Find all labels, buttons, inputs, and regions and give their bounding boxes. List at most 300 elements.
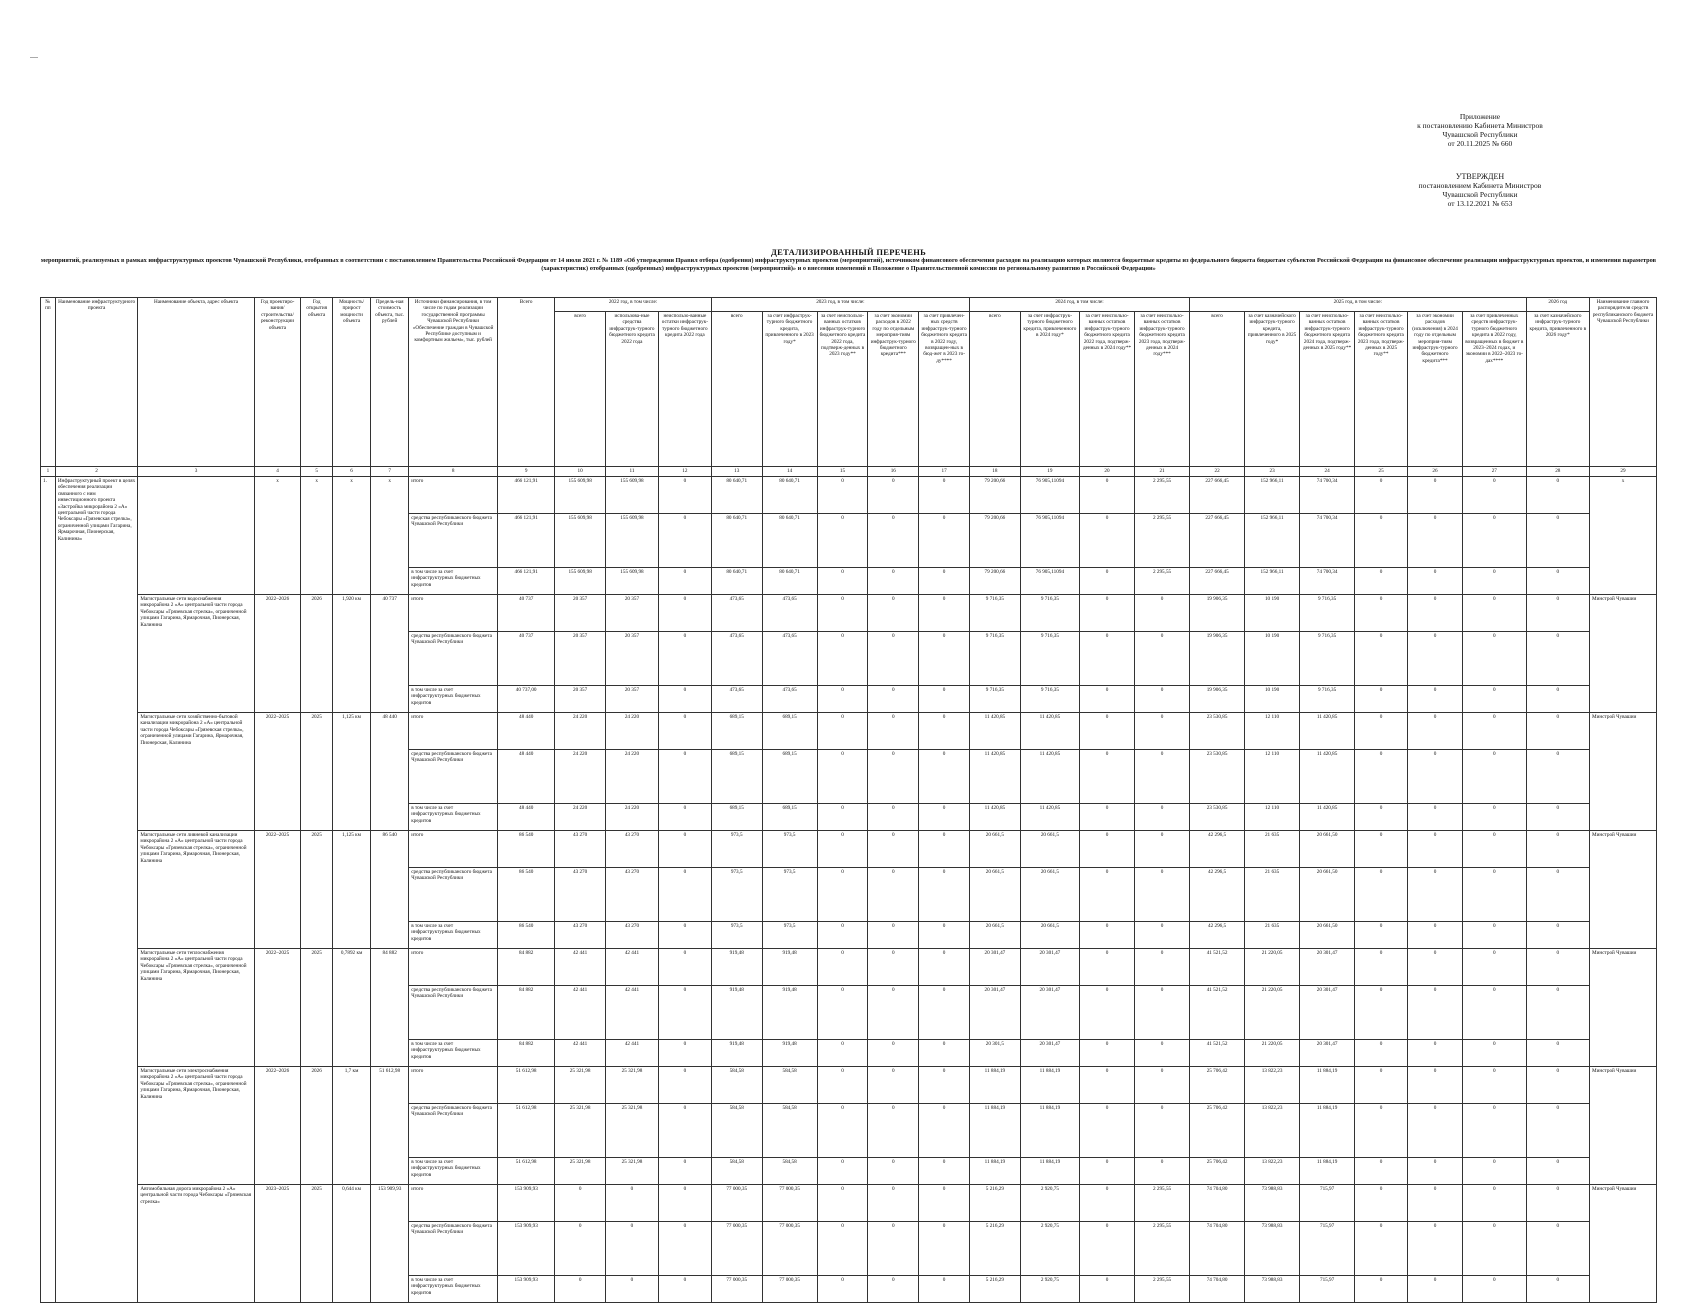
value-cell: 77 000,35 [711,1276,762,1303]
value-cell: 0 [817,514,868,568]
value-cell: 473,65 [711,632,762,686]
value-cell: 24 220 [606,713,659,750]
value-cell: 0 [919,477,970,514]
object-capacity: 1,125 км [333,713,371,831]
value-cell: 0 [1135,1067,1190,1104]
value-cell: 0 [1080,868,1135,922]
value-cell: 0 [868,831,919,868]
value-cell: 0 [919,949,970,986]
value-cell: 20 301,47 [969,949,1020,986]
value-cell: 584,58 [762,1104,817,1158]
value-cell: 466 121,91 [498,477,555,514]
value-cell: 42 296,5 [1190,831,1245,868]
value-cell: 2 295,55 [1135,1185,1190,1222]
ministry-name: Минстрой Чувашии [1590,713,1657,831]
value-cell: 80 640,71 [762,477,817,514]
value-cell: 19 906,35 [1190,595,1245,632]
value-cell: 0 [1463,831,1527,868]
value-cell: 473,65 [762,686,817,713]
value-cell: 0 [1463,1067,1527,1104]
value-cell: 84 882 [498,1040,555,1067]
value-cell: 0 [868,949,919,986]
object-name: Магистральные сети электроснабжения микрорайона 2 «А» центральной части города Чебоксары «Грязевская стрелка», ограниченной улицами Гагарина, Ярмарочная, Пионерская, Калинина [138,1067,254,1185]
value-cell: 42 441 [606,986,659,1040]
value-cell: 0 [1463,922,1527,949]
value-cell: 0 [919,686,970,713]
value-cell: 2 295,55 [1135,514,1190,568]
value-cell: 41 521,52 [1190,949,1245,986]
funding-source: итого [409,713,498,750]
value-cell: 11 884,19 [969,1158,1020,1185]
value-cell: 24 220 [555,804,606,831]
document-subtitle: мероприятий, реализуемых в рамках инфраструктурных проектов Чувашской Республики, отобранных в соответствии с постановлением Правительства Российской Федерации от 14 июля 2021 г. № 1189 «Об утверждении Правил отбора (одобрения) инфраструктурных проектов (мероприятий), источником финансового обеспечения расходов на реализацию которых являются бюджетные кредиты из федерального бюджета бюджетам субъектов Российской Федерации на финансовое обеспечение реализации инфраструктурных проектов, и изменения параметров (характеристик) отобранных (одобренных) инфраструктурных проектов (мероприятий)» и о внесении изменений в Положение о Правительственной комиссии по региональному развитию в Российской Федерации» [40,257,1657,272]
value-cell: 0 [919,595,970,632]
year-group-header: 2026 год [1526,298,1589,312]
funding-source: итого [409,477,498,514]
value-cell: 9 716,35 [969,595,1020,632]
funding-source: в том числе за счет инфраструктурных бюджетных кредитов [409,1040,498,1067]
value-cell: 0 [817,750,868,804]
value-cell: 0 [919,750,970,804]
value-cell: 25 706,42 [1190,1067,1245,1104]
value-cell: 11 884,19 [969,1067,1020,1104]
value-cell: 0 [658,568,711,595]
col-number: 27 [1463,467,1527,477]
funding-source: итого [409,595,498,632]
object-open-year: 2025 [301,949,333,1067]
value-cell: 41 521,52 [1190,1040,1245,1067]
value-cell: 0 [868,1185,919,1222]
value-cell: 12 110 [1245,804,1300,831]
value-cell: 25 706,42 [1190,1104,1245,1158]
value-cell: 0 [658,949,711,986]
value-cell: 0 [1526,568,1589,595]
object-open-year: 2026 [301,595,333,713]
value-cell: 43 270 [606,868,659,922]
value-cell: 0 [919,1158,970,1185]
year-group-header: 2023 год, в том числе: [711,298,969,312]
value-cell: 21 635 [1245,868,1300,922]
value-cell: 9 716,35 [1300,595,1355,632]
value-cell: 0 [817,804,868,831]
value-cell: 0 [868,1276,919,1303]
value-cell: 41 521,52 [1190,986,1245,1040]
value-cell: 21 220,05 [1245,986,1300,1040]
value-cell: 20 301,47 [1020,949,1079,986]
value-cell: 0 [1135,1040,1190,1067]
value-cell: 20 301,47 [1300,986,1355,1040]
value-cell: 5 216,29 [969,1185,1020,1222]
value-cell: 0 [658,1222,711,1276]
value-cell: 0 [919,568,970,595]
value-cell: 80 640,71 [762,568,817,595]
table-row [41,949,1657,986]
value-cell: 0 [919,1222,970,1276]
value-cell: 0 [1355,804,1408,831]
value-cell: 11 420,85 [1020,713,1079,750]
value-cell: 0 [868,514,919,568]
value-cell: 0 [1080,514,1135,568]
value-cell: 20 301,5 [969,1040,1020,1067]
value-cell: 0 [919,986,970,1040]
value-cell: 0 [1463,804,1527,831]
value-cell: 0 [1526,868,1589,922]
value-cell: 973,5 [711,868,762,922]
value-cell: 0 [1080,1276,1135,1303]
value-cell: 0 [1355,1104,1408,1158]
value-cell: 0 [817,949,868,986]
value-cell: 0 [1135,1104,1190,1158]
value-cell: 9 716,35 [1020,595,1079,632]
sub-header: за счет казначейского инфраструк-турного кредита, привлеченного в 2026 году* [1526,312,1589,467]
value-cell: 0 [868,686,919,713]
value-cell: 20 301,47 [969,986,1020,1040]
value-cell: 584,58 [711,1067,762,1104]
value-cell: 0 [1526,713,1589,750]
value-cell: 473,65 [711,686,762,713]
value-cell: 0 [658,595,711,632]
value-cell: 74 700,34 [1300,568,1355,595]
table-row [41,595,1657,632]
value-cell: 0 [1526,922,1589,949]
value-cell: 20 661,5 [969,831,1020,868]
object-open-year: x [301,477,333,595]
value-cell: 0 [658,868,711,922]
col-number: 12 [658,467,711,477]
value-cell: 466 121,91 [498,568,555,595]
value-cell: 0 [1355,831,1408,868]
value-cell: 79 200,66 [969,514,1020,568]
value-cell: 74 704,80 [1190,1222,1245,1276]
value-cell: 0 [658,804,711,831]
value-cell: 227 666,45 [1190,477,1245,514]
value-cell: 0 [1080,1104,1135,1158]
value-cell: 715,97 [1300,1276,1355,1303]
value-cell: 51 612,98 [498,1158,555,1185]
value-cell: 76 905,11094 [1020,568,1079,595]
value-cell: 715,97 [1300,1185,1355,1222]
funding-source: в том числе за счет инфраструктурных бюджетных кредитов [409,922,498,949]
value-cell: 0 [817,477,868,514]
col-number: 10 [555,467,606,477]
funding-source: в том числе за счет инфраструктурных бюджетных кредитов [409,804,498,831]
value-cell: 0 [919,831,970,868]
col-number: 28 [1526,467,1589,477]
value-cell: 0 [1408,1276,1463,1303]
year-group-header: 2025 год, в том числе: [1190,298,1527,312]
value-cell: 0 [1135,595,1190,632]
value-cell: 43 270 [606,922,659,949]
funding-source: в том числе за счет инфраструктурных бюджетных кредитов [409,568,498,595]
sub-header: всего [711,312,762,467]
value-cell: 0 [1135,831,1190,868]
value-cell: 0 [868,1158,919,1185]
value-cell: 25 321,98 [606,1067,659,1104]
value-cell: 0 [919,1040,970,1067]
value-cell: 12 110 [1245,750,1300,804]
col-number: 4 [254,467,301,477]
value-cell: 0 [1355,632,1408,686]
value-cell: 0 [919,1067,970,1104]
value-cell: 0 [555,1276,606,1303]
value-cell: 9 716,35 [1300,632,1355,686]
value-cell: 0 [868,568,919,595]
value-cell: 0 [658,1067,711,1104]
value-cell: 584,58 [762,1158,817,1185]
value-cell: 152 966,11 [1245,568,1300,595]
value-cell: 0 [868,1067,919,1104]
value-cell: 0 [1463,1104,1527,1158]
object-years: 2022–2025 [254,949,301,1067]
value-cell: 79 200,66 [969,568,1020,595]
value-cell: 42 441 [606,1040,659,1067]
value-cell: 12 110 [1245,713,1300,750]
col-number: 17 [919,467,970,477]
value-cell: 0 [1080,949,1135,986]
ministry-name: Минстрой Чувашии [1590,831,1657,949]
sub-header: за счет неиспользо-ванных остатков инфраструк-турного бюджетного кредита 2022 года, подтверж-денных в 2023 году** [817,312,868,467]
value-cell: 13 822,23 [1245,1158,1300,1185]
value-cell: 0 [1526,750,1589,804]
value-cell: 0 [1135,1158,1190,1185]
value-cell: 24 220 [606,804,659,831]
value-cell: 152 966,11 [1245,477,1300,514]
value-cell: 155 609,98 [555,514,606,568]
funding-source: средства республиканского бюджета Чувашской Республики [409,1104,498,1158]
object-name [138,477,254,595]
col-number: 16 [868,467,919,477]
object-capacity: 0,644 км [333,1185,371,1303]
value-cell: 40 737,00 [498,686,555,713]
col-number: 20 [1080,467,1135,477]
value-cell: 0 [1135,868,1190,922]
value-cell: 0 [1080,477,1135,514]
value-cell: 25 321,98 [606,1104,659,1158]
col-number: 11 [606,467,659,477]
value-cell: 19 906,35 [1190,686,1245,713]
value-cell: 79 200,66 [969,477,1020,514]
value-cell: 0 [868,750,919,804]
funding-source: итого [409,831,498,868]
sub-header: за счет неиспользо-ванных остатков инфраструк-турного бюджетного кредита 2024 года, подтверж-денных в 2025 году** [1300,312,1355,467]
table-row [41,477,1657,514]
value-cell: 0 [658,686,711,713]
object-cost: 40 737 [371,595,409,713]
value-cell: 42 441 [555,986,606,1040]
value-cell: 2 295,55 [1135,1222,1190,1276]
value-cell: 0 [658,1158,711,1185]
value-cell: 0 [1135,713,1190,750]
col-header: Наименование объекта, адрес объекта [138,298,254,467]
value-cell: 0 [1526,632,1589,686]
value-cell: 0 [658,831,711,868]
value-cell: 973,5 [762,922,817,949]
object-capacity: 1,7 км [333,1067,371,1185]
value-cell: 0 [1408,632,1463,686]
value-cell: 0 [1463,686,1527,713]
value-cell: 11 884,19 [1020,1158,1079,1185]
value-cell: 0 [555,1185,606,1222]
value-cell: 20 357 [606,632,659,686]
value-cell: 0 [658,750,711,804]
value-cell: 0 [1463,632,1527,686]
sub-header: за счет неиспользо-ванных остатков инфраструк-турного бюджетного кредита 2023 года, подтверж-денных в 2025 году** [1355,312,1408,467]
value-cell: 9 716,35 [1020,632,1079,686]
object-open-year: 2026 [301,1067,333,1185]
value-cell: 227 666,45 [1190,514,1245,568]
value-cell: 473,65 [711,595,762,632]
value-cell: 227 666,45 [1190,568,1245,595]
value-cell: 0 [1355,568,1408,595]
sub-header: за счет инфраструк-турного бюджетного кредита, привлеченного в 2023 году* [762,312,817,467]
value-cell: 0 [1526,1040,1589,1067]
value-cell: 0 [658,1104,711,1158]
value-cell: 20 301,47 [1300,949,1355,986]
value-cell: 21 635 [1245,922,1300,949]
value-cell: 584,58 [711,1158,762,1185]
col-header: Предель-ная стоимость объекта, тыс. рублей [371,298,409,467]
value-cell: 0 [658,1040,711,1067]
value-cell: 0 [1463,1222,1527,1276]
value-cell: 0 [817,568,868,595]
value-cell: 43 270 [555,868,606,922]
value-cell: 0 [658,1185,711,1222]
value-cell: 0 [1526,831,1589,868]
value-cell: 0 [817,922,868,949]
value-cell: 21 220,05 [1245,949,1300,986]
value-cell: 0 [817,686,868,713]
col-header: Источники финансирования, в том числе по годам реализации государственной программы Чувашской Республики «Обеспечение граждан в Чувашской Республике доступным и комфортным жильем», тыс. рублей [409,298,498,467]
value-cell: 0 [868,595,919,632]
value-cell: 9 716,35 [969,632,1020,686]
value-cell: 0 [1408,477,1463,514]
value-cell: 0 [1355,1040,1408,1067]
value-cell: 0 [1135,949,1190,986]
appendix-note [1300,112,1660,148]
value-cell: 86 540 [498,922,555,949]
sub-header: всего [969,312,1020,467]
value-cell: 20 661,50 [1300,831,1355,868]
value-cell: 80 640,71 [711,568,762,595]
value-cell: 24 220 [555,713,606,750]
object-cost: 86 540 [371,831,409,949]
value-cell: 20 661,5 [1020,831,1079,868]
value-cell: 0 [868,713,919,750]
value-cell: 20 357 [606,595,659,632]
value-cell: 77 000,35 [762,1222,817,1276]
value-cell: 0 [1355,477,1408,514]
value-cell: 0 [1135,804,1190,831]
value-cell: 0 [1526,1067,1589,1104]
value-cell: 689,15 [762,750,817,804]
value-cell: 11 884,19 [969,1104,1020,1158]
value-cell: 86 540 [498,831,555,868]
value-cell: 0 [1080,831,1135,868]
value-cell: 0 [817,1158,868,1185]
value-cell: 11 420,85 [1300,750,1355,804]
value-cell: 0 [817,1040,868,1067]
value-cell: 74 704,80 [1190,1276,1245,1303]
value-cell: 25 706,42 [1190,1158,1245,1185]
value-cell: 0 [1463,1158,1527,1185]
object-open-year: 2025 [301,831,333,949]
value-cell: 0 [1080,750,1135,804]
value-cell: 13 822,23 [1245,1104,1300,1158]
col-number: 8 [409,467,498,477]
col-number: 9 [498,467,555,477]
value-cell: 0 [817,595,868,632]
value-cell: 0 [1080,632,1135,686]
value-cell: 74 700,34 [1300,477,1355,514]
funding-source: в том числе за счет инфраструктурных бюджетных кредитов [409,1158,498,1185]
col-number: 23 [1245,467,1300,477]
value-cell: 21 220,05 [1245,1040,1300,1067]
value-cell: 689,15 [762,804,817,831]
col-header: Наименование главного распорядителя средств республиканского бюджета Чувашской Республики [1590,298,1657,467]
value-cell: 0 [1408,949,1463,986]
value-cell: 74 700,34 [1300,514,1355,568]
value-cell: 919,48 [762,1040,817,1067]
object-name: Магистральные сети водоснабжения микрорайона 2 «А» центральной части города Чебоксары «Грязевская стрелка», ограниченной улицами Гагарина, Ярмарочная, Пионерская, Калинина [138,595,254,713]
value-cell: 0 [1408,1040,1463,1067]
table-row [41,831,1657,868]
value-cell: 0 [1526,686,1589,713]
value-cell: 919,48 [711,949,762,986]
value-cell: 155 609,98 [606,568,659,595]
value-cell: 43 270 [555,922,606,949]
value-cell: 11 884,19 [1300,1104,1355,1158]
value-cell: 0 [919,922,970,949]
col-number: 18 [969,467,1020,477]
value-cell: 0 [1463,750,1527,804]
appendix-line: Приложение [1459,112,1501,121]
object-years: 2022–2025 [254,831,301,949]
value-cell: 0 [1526,986,1589,1040]
col-header: Год проектиро-вания/ строительства/ реконструкции объекта [254,298,301,467]
col-number: 29 [1590,467,1657,477]
value-cell: 77 000,35 [711,1222,762,1276]
value-cell: 0 [868,804,919,831]
value-cell: 584,58 [762,1067,817,1104]
value-cell: 0 [658,514,711,568]
value-cell: 20 661,50 [1300,868,1355,922]
value-cell: 48 440 [498,804,555,831]
value-cell: 0 [1355,986,1408,1040]
value-cell: 0 [1355,1185,1408,1222]
value-cell: 0 [1408,713,1463,750]
value-cell: 23 530,85 [1190,750,1245,804]
value-cell: 20 661,5 [969,868,1020,922]
value-cell: 0 [817,1185,868,1222]
value-cell: 0 [1463,949,1527,986]
sub-header: за счет привлечен-ных средств инфраструк-турного бюджетного кредита в 2022 году, возвращен-ных в бюд-жет в 2023 го-ду**** [919,312,970,467]
object-years: 2023–2025 [254,1185,301,1303]
year-group-header: 2024 год, в том числе: [969,298,1189,312]
value-cell: 5 216,29 [969,1222,1020,1276]
value-cell: 0 [1355,713,1408,750]
value-cell: 20 357 [555,686,606,713]
value-cell: 20 301,47 [1020,1040,1079,1067]
value-cell: 23 530,85 [1190,804,1245,831]
value-cell: 0 [1080,1040,1135,1067]
value-cell: 11 420,85 [969,804,1020,831]
value-cell: 0 [817,986,868,1040]
value-cell: 0 [817,868,868,922]
funding-source: итого [409,949,498,986]
value-cell: 20 661,5 [1020,922,1079,949]
value-cell: 0 [1463,1276,1527,1303]
value-cell: 0 [606,1185,659,1222]
